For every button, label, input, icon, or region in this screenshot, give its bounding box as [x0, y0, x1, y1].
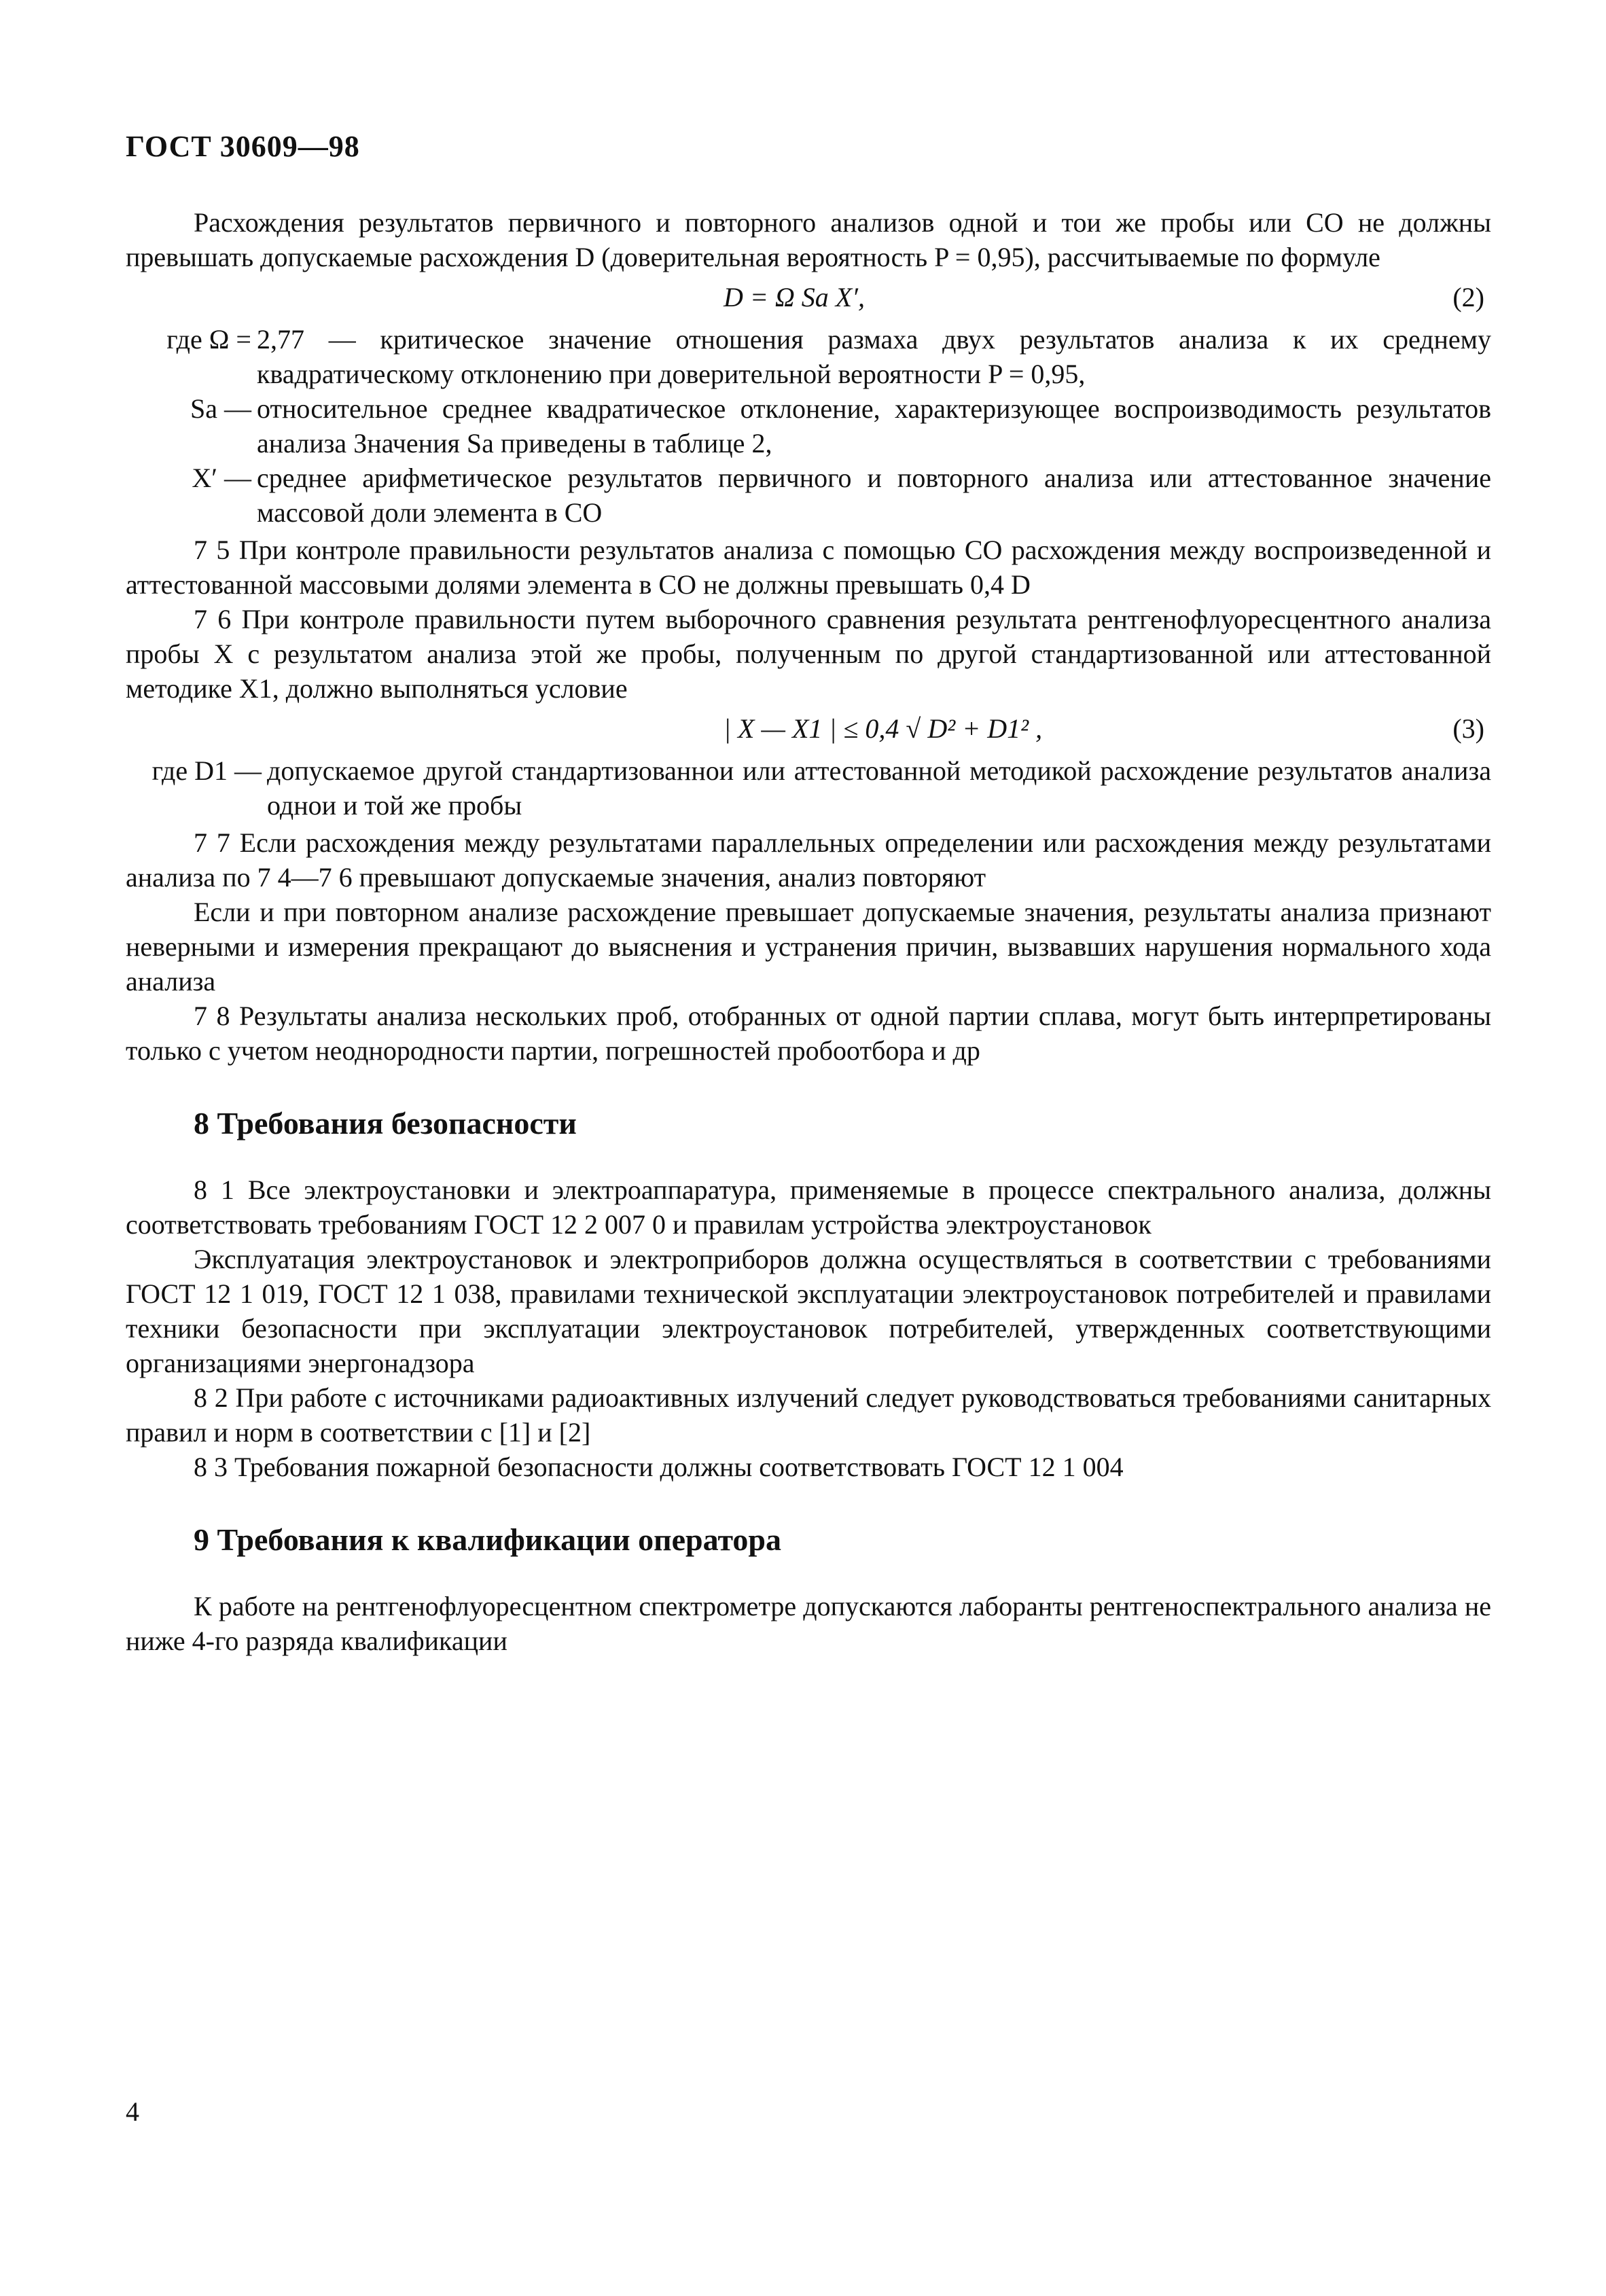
formula-2 — [126, 277, 1491, 318]
definition-symbol: Sa — — [190, 393, 251, 424]
definition-text: относительное среднее квадратическое отклонение, характеризующее воспроизводимость результатов анализа Значения Sa приведены в таблице 2, — [257, 393, 1491, 459]
formula-2-number: (2) — [1452, 282, 1484, 312]
definition-item — [126, 753, 1491, 823]
paragraph-7-6: 7 6 При контроле правильности путем выборочного сравнения результата рентгенофлуоресцентного анализа пробы X с результатом анализа этой же пробы, полученным по другой стандартизованной или аттестованной методике X1, должно выполняться условие — [126, 604, 1491, 704]
definition-item — [126, 461, 1491, 530]
paragraph-8-3: 8 3 Требования пожарной безопасности должны соответствовать ГОСТ 12 1 004 — [194, 1452, 1124, 1482]
definition-text: 2,77 — критическое значение отношения размаха двух результатов анализа к их среднему квадратическому отклонению при доверительной вероятности P = 0,95, — [257, 324, 1491, 389]
definition-symbol: X′ — — [192, 463, 251, 493]
formula-2-expression: D = Ω Sa X′, — [724, 282, 865, 312]
definition-item — [126, 391, 1491, 461]
paragraph-8-1-continued: Эксплуатация электроустановок и электроприборов должна осуществляться в соответствии с требованиями ГОСТ 12 1 019, ГОСТ 12 1 038, правилами технической эксплуатации электроустановок потребителей и правилами техники безопасности при эксплуатации электроустановок потребителей, утвержденных соответствующими организациями энергонадзора — [126, 1244, 1491, 1378]
intro-paragraph: Расхождения результатов первичного и повторного анализов одной и тои же пробы или СО не должны превышать допускаемые расхождения D (доверительная вероятность P = 0,95), рассчитываемые по формуле — [126, 207, 1491, 272]
formula-3 — [126, 708, 1491, 749]
paragraph-7-7-continued: Если и при повторном анализе расхождение превышает допускаемые значения, результаты анализа признают неверными и измерения прекращают до выяснения и устранения причин, вызвавших нарушения нормального хода анализа — [126, 897, 1491, 997]
paragraph-7-8: 7 8 Результаты анализа нескольких проб, отобранных от одной партии сплава, могут быть интерпретированы только с учетом неоднородности партии, погрешностей пробоотбора и др — [126, 1001, 1491, 1066]
formula-2-definitions — [126, 322, 1491, 530]
definition-text: допускаемое другой стандартизованнои или аттестованной методикой расхождение результатов анализа однои и той же пробы — [267, 755, 1491, 821]
formula-3-definitions — [126, 753, 1491, 823]
paragraph-8-2: 8 2 При работе с источниками радиоактивных излучений следует руководствоваться требованиями санитарных правил и норм в соответствии с [1] и [2] — [126, 1382, 1491, 1448]
definition-symbol: где D1 — — [151, 755, 262, 786]
formula-3-number: (3) — [1452, 713, 1484, 744]
page-content — [126, 205, 1491, 1658]
paragraph-7-5: 7 5 При контроле правильности результатов анализа с помощью СО расхождения между воспроизведенной и аттестованной массовыми долями элемента в СО не должны превышать 0,4 D — [126, 535, 1491, 600]
definition-text: среднее арифметическое результатов первичного и повторного анализа или аттестованное значение массовой доли элемента в СО — [257, 463, 1491, 528]
paragraph-9: К работе на рентгенофлуоресцентном спектрометре допускаются лаборанты рентгеноспектрального анализа не ниже 4-го разряда квалификации — [126, 1591, 1491, 1656]
definition-item — [126, 322, 1491, 391]
section-9-heading: 9 Требования к квалификации оператора — [194, 1522, 782, 1557]
formula-3-expression: | X — X1 | ≤ 0,4 √ D² + D1² , — [724, 713, 1043, 744]
section-8-heading: 8 Требования безопасности — [194, 1106, 577, 1141]
definition-symbol: где Ω = — [166, 324, 251, 355]
page-number: 4 — [126, 2096, 139, 2127]
paragraph-8-1: 8 1 Все электроустановки и электроаппаратура, применяемые в процессе спектрального анализа, должны соответствовать требованиям ГОСТ 12 2 007 0 и правилам устройства электроустановок — [126, 1174, 1491, 1240]
document-code: ГОСТ 30609—98 — [126, 130, 360, 163]
paragraph-7-7: 7 7 Если расхождения между результатами параллельных определении или расхождения между результатами анализа по 7 4—7 6 превышают допускаемые значения, анализ повторяют — [126, 827, 1491, 893]
